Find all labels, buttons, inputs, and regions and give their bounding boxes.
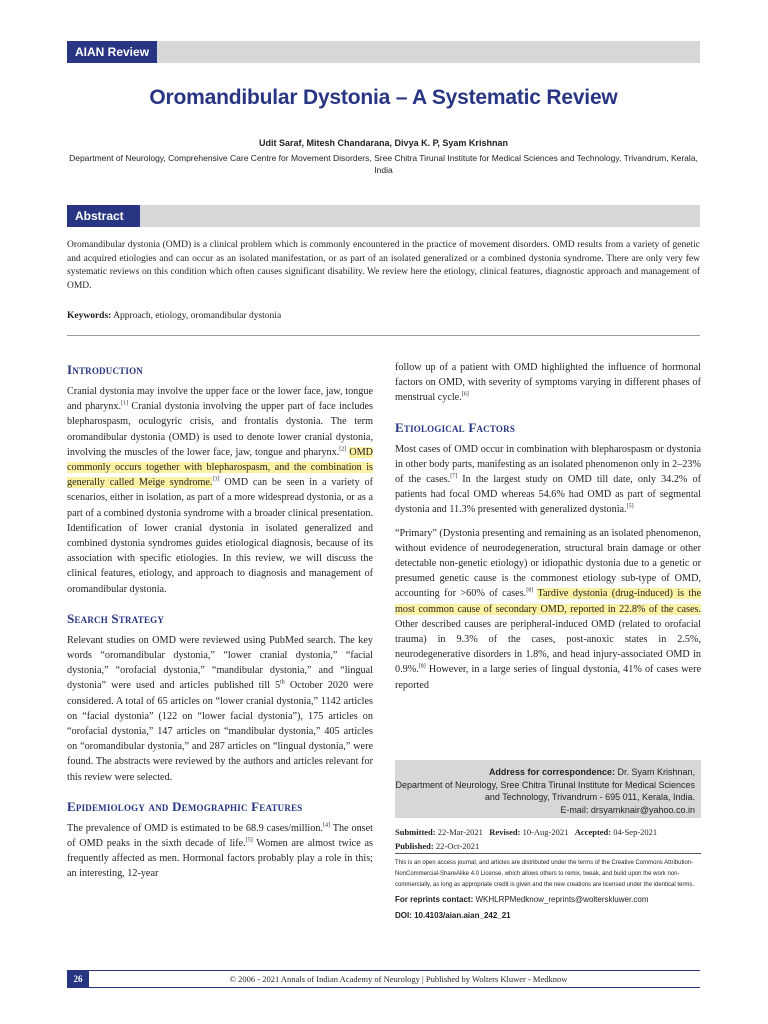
page-footer	[67, 970, 700, 988]
revised-date: 10-Aug-2021	[522, 827, 569, 837]
correspondence-name: Dr. Syam Krishnan,	[614, 767, 695, 777]
abstract-heading-bar	[67, 205, 700, 227]
author-affiliation: Department of Neurology, Comprehensive Care Centre for Movement Disorders, Sree Chitra Tirunal Institute for Medical Sciences and Technology, Trivandrum, Kerala, India	[69, 153, 698, 175]
submitted-date: 22-Mar-2021	[437, 827, 483, 837]
revised-label: Revised:	[489, 827, 521, 837]
search-strategy-paragraph	[67, 633, 373, 785]
etiological-paragraph-1	[395, 442, 701, 518]
intro-text-1: Cranial dystonia may involve the upper face or the lower face, jaw, tongue and pharynx.	[67, 386, 373, 413]
abstract-divider	[67, 335, 700, 336]
epi-text-3: Women are almost twice as frequently affected as men. Hormonal factors probably play a role in this; an interesting, 12-year	[67, 838, 373, 880]
citation[interactable]: [5]	[245, 837, 253, 844]
citation[interactable]: [3]	[212, 476, 220, 483]
citation[interactable]: [7]	[450, 473, 458, 480]
author-list: Udit Saraf, Mitesh Chandarana, Divya K. P, Syam Krishnan	[259, 138, 508, 148]
dates-divider	[395, 853, 701, 854]
submitted-label: Submitted:	[395, 827, 436, 837]
published-label: Published:	[395, 841, 434, 851]
citation[interactable]: [8]	[418, 664, 426, 671]
highlighted-text: OMD commonly occurs together with blepharospasm, and the combination is generally called Meige syndrome.	[67, 446, 373, 489]
page-number: 26	[67, 971, 89, 987]
section-heading-search-strategy: Search Strategy	[67, 610, 165, 626]
correspondence-address-1: Department of Neurology, Sree Chitra Tirunal Institute for Medical Sciences	[395, 779, 695, 790]
correspondence-email[interactable]: E-mail: drsyamknair@yahoo.co.in	[560, 804, 695, 815]
license-notice: This is an open access journal, and articles are distributed under the terms of the Creative Commons Attribution-NonCommercial-ShareAlike 4.0 License, which allows others to remix, tweak, and build upon the work non-commercially, as long as appropriate credit is given and the new creations are licensed under the identical terms.	[395, 860, 695, 888]
footer-copyright: © 2006 - 2021 Annals of Indian Academy of Neurology | Published by Wolters Kluwer - Medknow	[229, 974, 568, 984]
epi-cont-text: follow up of a patient with OMD highlighted the influence of hormonal factors on OMD, with severity of symptoms varying in different phases of menstrual cycle.	[395, 362, 701, 404]
abstract-text: Oromandibular dystonia (OMD) is a clinical problem which is commonly encountered in the practice of movement disorders. OMD results from a variety of genetic and acquired etiologies and can occur as an isolated manifestation, or as part of an isolated generalized or a combined dystonia syndrome. There are only very few systematic reviews on this condition which often causes significant disability. We review here the etiology, clinical features, diagnostic approach and management of OMD.	[67, 240, 700, 291]
doi-link[interactable]: DOI: 10.4103/aian.aian_242_21	[395, 911, 511, 920]
intro-text-3: OMD can be seen in a variety of scenarios, either in isolation, as part of a more widespread dystonia, or as a part of a combined dystonia syndrome with a broader clinical presentation. Identification of lower cranial dystonia in isolated generalized and combined dystonia syndromes guides etiological diagnosis, because of its association with specific etiologies. In this review, we will discuss the clinical features, etiology, and approach to diagnosis and management of oromandibular dystonia.	[67, 477, 373, 595]
section-heading-epidemiology: Epidemiology and Demographic Features	[67, 798, 303, 814]
left-column	[67, 362, 373, 890]
epidemiology-continued-paragraph	[395, 360, 701, 406]
ordinal-superscript: th	[280, 680, 285, 687]
introduction-paragraph	[67, 384, 373, 597]
correspondence-box	[395, 760, 701, 818]
reprints-info	[395, 892, 701, 924]
etio-text-2: In the largest study on OMD till date, only 34.2% of patients had focal OMD whereas 54.6% had OMD as part of segmental dystonia and 11.3% presented with generalized dystonia.	[395, 474, 701, 516]
etiological-paragraph-2	[395, 526, 701, 693]
keywords-list: Approach, etiology, oromandibular dystonia	[113, 311, 282, 321]
reprints-label: For reprints contact:	[395, 895, 474, 904]
keywords-label: Keywords:	[67, 311, 112, 321]
reprints-email[interactable]: WKHLRPMedknow_reprints@wolterskluwer.com	[473, 895, 649, 904]
search-text-1: Relevant studies on OMD were reviewed using PubMed search. The key words “oromandibular dystonia,” “lower cranial dystonia,” “facial dystonia,” “orofacial dystonia,” “mandibular dystonia,” and “lingual dystonia” were used and articles published till 5	[67, 634, 373, 692]
etio-text-1: Most cases of OMD occur in combination with blepharospasm or dystonia in other body parts, manifesting as an isolated phenomenon only in 2–23% of the cases.	[395, 443, 701, 486]
journal-tag: AIAN Review	[67, 41, 157, 63]
citation[interactable]: [6]	[461, 392, 469, 399]
section-heading-introduction: Introduction	[67, 362, 143, 377]
right-column	[395, 360, 701, 701]
citation[interactable]: [5]	[626, 504, 634, 511]
highlighted-text: Tardive dystonia (drug-induced) is the most common cause of secondary OMD, reported in 22.8% of the cases.	[395, 588, 701, 615]
etio-text-3: “Primary” (Dystonia presenting and remaining as an isolated phenomenon, without evidence of neurodegeneration, structural brain damage or other detectable non-genetic etiology) or idiopathic dystonia due to a genetic or presumed genetic cause is the commonest etiology sub-type of OMD, accounting for >60% of cases.	[395, 527, 701, 600]
epidemiology-paragraph	[67, 821, 373, 882]
accepted-label: Accepted:	[574, 827, 612, 837]
journal-section-bar	[67, 41, 700, 63]
section-heading-etiological-factors: Etiological Factors	[395, 419, 516, 435]
epi-text-2: The onset of OMD peaks in the sixth decade of life.	[67, 822, 373, 850]
epi-text-1: The prevalence of OMD is estimated to be 68.9 cases/million.	[67, 822, 323, 834]
article-dates	[395, 825, 701, 853]
citation[interactable]: [4]	[323, 822, 330, 829]
correspondence-address-2: and Technology, Trivandrum - 695 011, Kerala, India.	[484, 792, 695, 803]
search-text-2: October 2020 were considered. A total of 65 articles on “lower cranial dystonia,” 1142 articles on “facial dystonia” (122 on “lower facial dystonia”), 175 articles on “orofacial dystonia,” 147 articles on “mandibular dystonia,” 405 articles on “oromandibular dystonia,” and 287 articles on “lingual dystonia,” were found. The abstracts were reviewed by the authors and articles relevant for this review were selected.	[67, 680, 373, 783]
citation[interactable]: [1]	[121, 400, 129, 407]
abstract-heading: Abstract	[67, 205, 140, 227]
published-date: 22-Oct-2021	[435, 841, 480, 851]
article-title: Oromandibular Dystonia – A Systematic Review	[149, 86, 618, 109]
citation[interactable]: [2]	[339, 446, 347, 453]
etio-text-5: However, in a large series of lingual dystonia, 41% of cases were reported	[395, 664, 701, 691]
accepted-date: 04-Sep-2021	[613, 827, 658, 837]
etio-text-4: Other described causes are peripheral-induced OMD (related to orofacial trauma) in 9.3% of the cases, post-anoxic states in 2.5%, neurodegenerative disorders in 1.8%, and head injury-associated OMD in 0.9%.	[395, 618, 701, 676]
intro-text-2: Cranial dystonia involving the upper part of face includes blepharospasm, oculogyric crisis, and frontalis dystonia. The term oromandibular dystonia (OMD) is used to denote lower cranial dystonia, involving the muscles of the lower face, jaw, tongue and pharynx.	[67, 401, 373, 458]
keywords	[67, 311, 700, 321]
correspondence-label: Address for correspondence:	[488, 767, 615, 777]
citation[interactable]: [8]	[526, 588, 534, 595]
